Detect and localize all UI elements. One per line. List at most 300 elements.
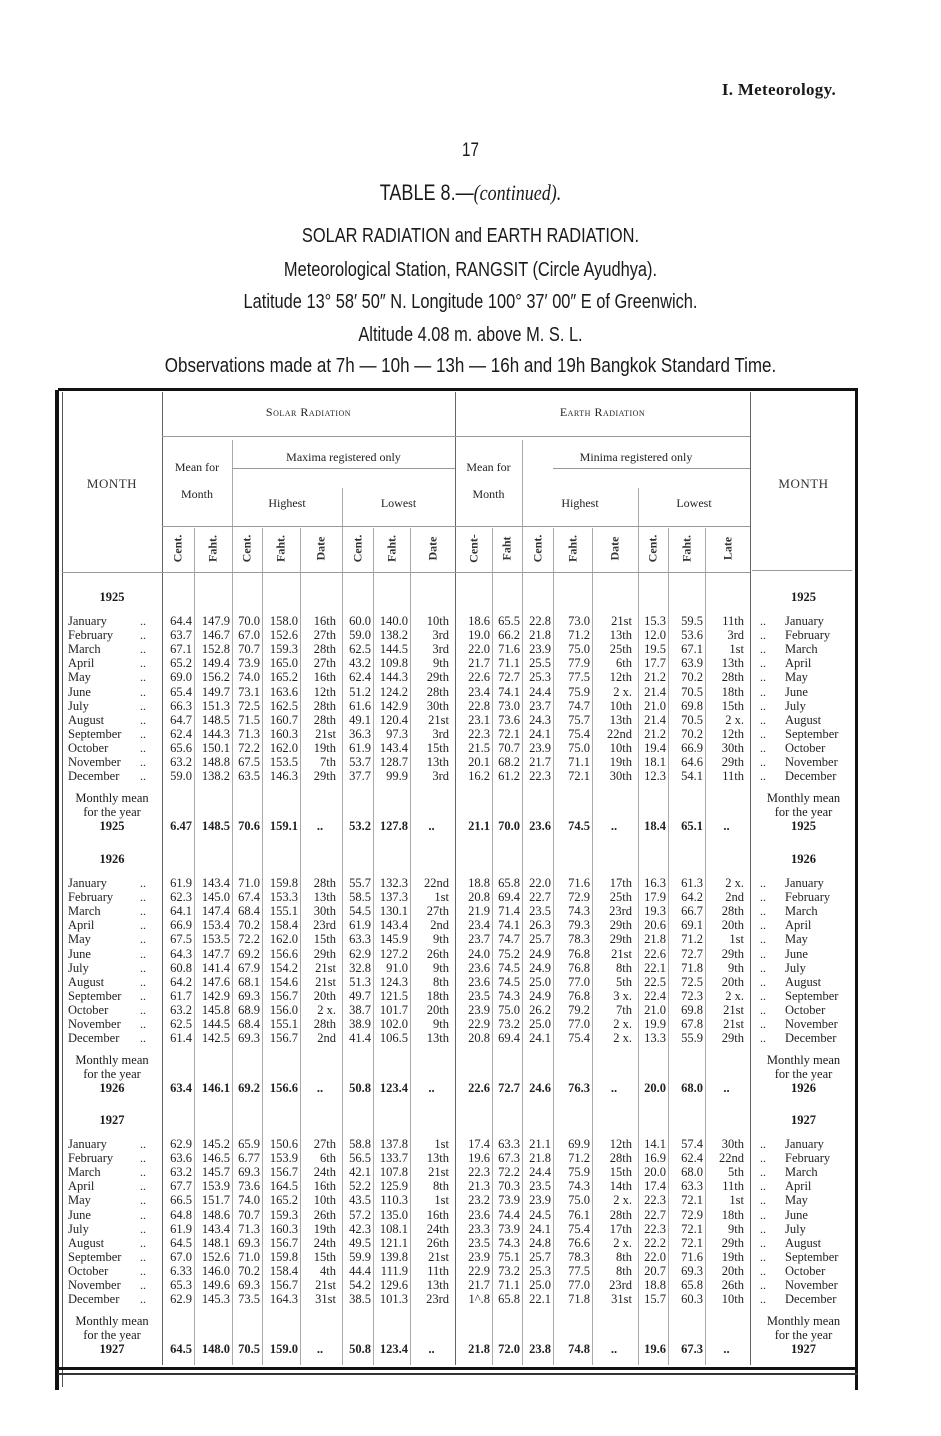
- earth-value: 2 x.: [613, 1235, 632, 1250]
- solar-value: 143.4: [201, 1221, 230, 1236]
- earth-col-header-5: Cent.: [645, 534, 660, 563]
- ditto-dots: ..: [760, 755, 766, 769]
- solar-value: 64.2: [170, 974, 192, 989]
- month-name-right: October: [785, 1263, 826, 1278]
- solar-lowest-header: Lowest: [380, 496, 417, 510]
- earth-value: 26.3: [529, 918, 551, 933]
- earth-value: 72.2: [498, 1165, 520, 1180]
- solar-value: 150.1: [201, 740, 230, 755]
- solar-value: 67.5: [238, 755, 260, 769]
- ditto-dots: ..: [760, 698, 766, 713]
- earth-value: 8th: [616, 1249, 632, 1264]
- month-name: December: [68, 1031, 120, 1046]
- month-name: May: [68, 932, 91, 947]
- earth-value: 75.4: [568, 1031, 590, 1046]
- earth-value: 18.8: [468, 876, 490, 890]
- solar-value: 61.9: [349, 918, 371, 933]
- month-name-right: August: [785, 712, 822, 727]
- solar-value: 135.0: [379, 1207, 408, 1222]
- solar-value: 60.0: [349, 614, 371, 628]
- earth-value: 76.8: [568, 960, 590, 975]
- solar-value: 159.8: [269, 876, 298, 890]
- solar-value: 102.0: [379, 1017, 408, 1031]
- ditto-dots: ..: [760, 1137, 766, 1151]
- solar-value: 145.3: [201, 1292, 230, 1307]
- solar-value: 160.7: [269, 712, 298, 727]
- solar-value: 13th: [426, 1278, 449, 1292]
- solar-value: 6th: [320, 1151, 336, 1166]
- mean-label-line: Monthly mean: [75, 1053, 149, 1068]
- solar-value: 9th: [433, 656, 449, 671]
- solar-value: 28th: [313, 712, 336, 727]
- solar-mean-value: ..: [428, 1342, 435, 1357]
- month-name-right: December: [785, 769, 837, 784]
- earth-lowest-header: Lowest: [676, 496, 712, 510]
- solar-highest-header: Highest: [268, 496, 306, 510]
- earth-value: 16.3: [644, 876, 666, 890]
- solar-value: 24th: [313, 1165, 336, 1180]
- earth-mean-value: ..: [723, 1081, 730, 1096]
- earth-value: 24.9: [529, 988, 551, 1003]
- month-name: May: [68, 1193, 91, 1208]
- solar-value: 12th: [313, 684, 336, 699]
- earth-value: 75.0: [568, 740, 590, 755]
- solar-value: 42.3: [349, 1221, 371, 1236]
- solar-mean-value: 64.5: [170, 1342, 192, 1357]
- earth-value: 22.0: [468, 642, 490, 657]
- solar-value: 27th: [313, 628, 336, 643]
- earth-value: 20.8: [468, 890, 490, 905]
- solar-col-header-4: Date: [313, 536, 328, 561]
- solar-value: 69.0: [170, 670, 192, 685]
- earth-value: 22.7: [644, 1207, 666, 1222]
- solar-value: 156.7: [269, 988, 298, 1003]
- solar-value: 133.7: [379, 1151, 408, 1166]
- solar-value: 3rd: [432, 769, 449, 784]
- mean-label-line: for the year: [774, 805, 833, 820]
- month-name: October: [68, 740, 109, 755]
- earth-value: 71.4: [498, 904, 520, 919]
- ditto-dots: ..: [760, 614, 766, 628]
- solar-value: 62.4: [349, 670, 371, 685]
- earth-value: 69.9: [568, 1137, 590, 1151]
- solar-value: 11th: [427, 1263, 449, 1278]
- earth-mean-value: ..: [610, 1081, 618, 1096]
- earth-value: 23.9: [529, 1193, 551, 1208]
- header-rule: [162, 436, 750, 437]
- ditto-dots: ..: [140, 628, 146, 643]
- earth-value: 2 x.: [725, 988, 744, 1003]
- earth-value: 6th: [616, 656, 632, 671]
- year-label-right: 1927: [791, 1113, 816, 1127]
- earth-value: 69.1: [681, 918, 703, 933]
- month-name: February: [68, 890, 114, 905]
- earth-mean-value: 65.1: [681, 819, 703, 834]
- earth-value: 64.2: [681, 890, 703, 905]
- earth-value: 25.7: [529, 1249, 551, 1264]
- earth-value: 13th: [609, 712, 632, 727]
- solar-value: 72.2: [238, 932, 260, 947]
- earth-value: 22.3: [529, 769, 551, 784]
- earth-value: 29th: [721, 1235, 744, 1250]
- month-name: October: [68, 1002, 109, 1017]
- solar-value: 27th: [426, 904, 449, 919]
- solar-value: 156.7: [269, 1278, 298, 1292]
- solar-value: 144.3: [379, 670, 408, 685]
- solar-value: 69.3: [238, 1165, 260, 1180]
- solar-value: 26th: [313, 1207, 336, 1222]
- solar-value: 61.4: [170, 1031, 192, 1046]
- earth-value: 19th: [609, 755, 632, 769]
- year-label-right: 1925: [791, 590, 816, 604]
- solar-value: 111.9: [380, 1263, 408, 1278]
- ditto-dots: ..: [140, 932, 146, 947]
- solar-mean-value: 6.47: [170, 819, 192, 834]
- earth-value: 70.7: [498, 740, 520, 755]
- earth-value: 22.0: [529, 876, 551, 890]
- solar-value: 21st: [428, 1165, 449, 1180]
- ditto-dots: ..: [140, 1179, 146, 1194]
- earth-value: 75.0: [498, 1002, 520, 1017]
- mean-label-line: for the year: [83, 1067, 141, 1082]
- solar-value: 38.9: [349, 1017, 371, 1031]
- earth-highest-header: Highest: [561, 496, 599, 510]
- earth-value: 28th: [609, 1151, 632, 1166]
- earth-value: 23.4: [468, 918, 490, 933]
- solar-mean-value: 148.5: [201, 819, 230, 834]
- earth-value: 67.1: [681, 642, 703, 657]
- station-name: Meteorological Station, RANGSIT (Circle Ayudhya).: [283, 259, 658, 281]
- earth-value: 57.4: [681, 1137, 703, 1151]
- mean-label-line: for the year: [774, 1328, 833, 1343]
- solar-value: 63.6: [170, 1151, 192, 1166]
- solar-col-header-1: Faht.: [205, 535, 220, 562]
- solar-value: 27th: [313, 1137, 336, 1151]
- solar-value: 62.5: [349, 642, 371, 657]
- earth-value: 63.9: [681, 656, 703, 671]
- solar-value: 101.3: [379, 1292, 408, 1307]
- earth-value: 10th: [609, 740, 632, 755]
- solar-value: 24th: [426, 1221, 449, 1236]
- solar-value: 29th: [313, 946, 336, 961]
- earth-value: 73.0: [568, 614, 590, 628]
- earth-value: 18.8: [644, 1278, 666, 1292]
- mean-label-line: for the year: [774, 1067, 833, 1082]
- ditto-dots: ..: [760, 1002, 766, 1017]
- solar-value: 20th: [313, 988, 336, 1003]
- ditto-dots: ..: [140, 670, 146, 685]
- ditto-dots: ..: [140, 698, 146, 713]
- month-name-right: February: [785, 628, 831, 643]
- earth-value: 22.6: [468, 670, 490, 685]
- ditto-dots: ..: [140, 1031, 146, 1046]
- month-name: August: [68, 1235, 105, 1250]
- month-name-right: March: [785, 1165, 818, 1180]
- solar-value: 71.3: [238, 726, 260, 741]
- earth-value: 23rd: [609, 1278, 632, 1292]
- month-name-right: May: [785, 932, 808, 947]
- ditto-dots: ..: [760, 726, 766, 741]
- earth-value: 29th: [721, 1031, 744, 1046]
- earth-mean-value: ..: [723, 1342, 730, 1357]
- solar-value: 23rd: [313, 918, 336, 933]
- solar-value: 160.3: [269, 1221, 298, 1236]
- solar-value: 124.2: [379, 684, 408, 699]
- earth-value: 7th: [616, 1002, 632, 1017]
- solar-value: 61.9: [170, 1221, 192, 1236]
- ditto-dots: ..: [140, 740, 146, 755]
- earth-value: 76.8: [568, 988, 590, 1003]
- ditto-dots: ..: [760, 890, 766, 905]
- earth-value: 55.9: [681, 1031, 703, 1046]
- earth-value: 69.4: [498, 890, 520, 905]
- month-name-right: July: [785, 1221, 806, 1236]
- earth-value: 22.9: [468, 1263, 490, 1278]
- earth-mean-value: ..: [610, 1342, 618, 1357]
- solar-value: 156.6: [269, 946, 298, 961]
- earth-value: 75.9: [568, 1165, 590, 1180]
- mean-label-year: 1925: [99, 819, 125, 834]
- earth-value: 63.3: [681, 1179, 703, 1194]
- earth-value: 29th: [721, 755, 744, 769]
- solar-value: 2nd: [430, 918, 449, 933]
- minima-header: Minima registered only: [579, 450, 693, 464]
- ditto-dots: ..: [140, 1151, 146, 1166]
- earth-value: 21.3: [468, 1179, 490, 1194]
- earth-col-header-1: Faht: [499, 536, 514, 561]
- solar-value: 16th: [313, 614, 336, 628]
- earth-mean-value: 21.1: [468, 819, 490, 834]
- ditto-dots: ..: [760, 1031, 766, 1046]
- solar-col-header-6: Faht.: [384, 535, 398, 562]
- solar-mean-value: 159.1: [269, 819, 298, 834]
- earth-value: 72.7: [498, 670, 520, 685]
- solar-value: 120.4: [379, 712, 408, 727]
- solar-value: 62.5: [170, 1017, 192, 1031]
- solar-value: 143.4: [379, 740, 408, 755]
- solar-value: 63.2: [170, 1165, 192, 1180]
- ditto-dots: ..: [760, 974, 766, 989]
- solar-value: 67.0: [238, 628, 260, 643]
- earth-value: 21.4: [644, 684, 666, 699]
- earth-value: 67.3: [498, 1151, 520, 1166]
- month-name-right: November: [785, 1017, 838, 1031]
- solar-month-header: Month: [180, 487, 213, 501]
- table-title-suffix: (continued).: [473, 180, 562, 205]
- earth-value: 24.3: [529, 712, 551, 727]
- earth-value: 71.8: [681, 960, 703, 975]
- solar-value: 6.77: [238, 1151, 260, 1166]
- earth-value: 23.7: [468, 932, 490, 947]
- month-name-right: April: [785, 1179, 812, 1194]
- earth-value: 72.3: [681, 988, 703, 1003]
- earth-value: 77.5: [568, 1263, 590, 1278]
- solar-value: 69.3: [238, 1278, 260, 1292]
- ditto-dots: ..: [760, 946, 766, 961]
- solar-value: 37.7: [349, 769, 371, 784]
- earth-value: 21st: [723, 1017, 744, 1031]
- earth-value: 30th: [721, 740, 744, 755]
- earth-col-header-6: Faht.: [679, 535, 693, 562]
- earth-value: 23.9: [468, 1002, 490, 1017]
- solar-mean-value: ..: [428, 819, 435, 834]
- solar-mean-value: 123.4: [379, 1081, 408, 1096]
- ditto-dots: ..: [760, 1292, 766, 1307]
- solar-value: 36.3: [349, 726, 371, 741]
- earth-value: 72.9: [681, 1207, 703, 1222]
- earth-value: 61.3: [681, 876, 703, 890]
- solar-value: 144.3: [201, 726, 230, 741]
- earth-value: 18.1: [644, 755, 666, 769]
- solar-value: 66.9: [170, 918, 192, 933]
- solar-value: 3rd: [432, 628, 449, 643]
- solar-value: 151.7: [201, 1193, 230, 1208]
- earth-value: 25th: [609, 890, 632, 905]
- solar-mean-value: 70.5: [238, 1342, 260, 1357]
- earth-value: 21.0: [644, 698, 666, 713]
- earth-value: 2 x.: [725, 712, 744, 727]
- earth-value: 68.0: [681, 1165, 703, 1180]
- earth-value: 75.1: [498, 1249, 520, 1264]
- solar-value: 138.2: [379, 628, 408, 643]
- earth-value: 1st: [729, 642, 744, 657]
- month-name: June: [68, 946, 91, 961]
- month-name-right: July: [785, 698, 806, 713]
- earth-value: 24.1: [529, 1221, 551, 1236]
- earth-value: 21.1: [529, 1137, 551, 1151]
- solar-value: 64.5: [170, 1235, 192, 1250]
- solar-value: 27th: [313, 656, 336, 671]
- earth-value: 25.3: [529, 1263, 551, 1278]
- ditto-dots: ..: [140, 614, 146, 628]
- solar-value: 28th: [313, 876, 336, 890]
- month-name: March: [68, 1165, 101, 1180]
- month-name-right: May: [785, 670, 808, 685]
- solar-value: 15th: [426, 740, 449, 755]
- solar-value: 145.2: [201, 1137, 230, 1151]
- month-name: August: [68, 974, 105, 989]
- solar-value: 21st: [315, 726, 336, 741]
- earth-value: 74.3: [568, 904, 590, 919]
- mean-label-line: Monthly mean: [766, 1053, 841, 1068]
- earth-value: 18th: [721, 684, 744, 699]
- solar-value: 55.7: [349, 876, 371, 890]
- solar-value: 138.2: [201, 769, 230, 784]
- solar-value: 70.7: [238, 642, 260, 657]
- ditto-dots: ..: [140, 1235, 146, 1250]
- earth-value: 74.3: [568, 1179, 590, 1194]
- earth-value: 2nd: [725, 890, 744, 905]
- solar-value: 159.3: [269, 642, 298, 657]
- mean-label-right: [752, 1053, 855, 1095]
- solar-value: 140.0: [379, 614, 408, 628]
- solar-value: 142.9: [379, 698, 408, 713]
- solar-value: 61.9: [349, 740, 371, 755]
- ditto-dots: ..: [760, 1235, 766, 1250]
- earth-value: 76.8: [568, 946, 590, 961]
- solar-value: 158.4: [269, 1263, 298, 1278]
- month-name-right: June: [785, 1207, 808, 1222]
- earth-value: 21.2: [644, 670, 666, 685]
- earth-value: 18.6: [468, 614, 490, 628]
- solar-value: 162.5: [269, 698, 298, 713]
- earth-mean-value: 67.3: [681, 1342, 703, 1357]
- solar-value: 26th: [426, 1235, 449, 1250]
- earth-value: 16.9: [644, 1151, 666, 1166]
- solar-value: 143.4: [379, 918, 408, 933]
- solar-value: 9th: [433, 960, 449, 975]
- solar-value: 13th: [313, 890, 336, 905]
- solar-value: 62.9: [170, 1137, 192, 1151]
- solar-value: 62.3: [170, 890, 192, 905]
- month-name: October: [68, 1263, 109, 1278]
- solar-value: 56.5: [349, 1151, 371, 1166]
- solar-value: 42.1: [349, 1165, 371, 1180]
- month-name: July: [68, 1221, 89, 1236]
- solar-value: 155.1: [269, 904, 298, 919]
- solar-value: 51.3: [349, 974, 371, 989]
- table-left-inner-border: [62, 392, 63, 1387]
- solar-value: 62.4: [170, 726, 192, 741]
- mean-label-line: Monthly mean: [766, 1314, 841, 1329]
- solar-value: 9th: [433, 932, 449, 947]
- month-name: August: [68, 712, 105, 727]
- solar-value: 147.6: [201, 974, 230, 989]
- earth-value: 21.2: [644, 726, 666, 741]
- earth-value: 71.1: [498, 1278, 520, 1292]
- earth-value: 13th: [609, 628, 632, 643]
- earth-value: 78.3: [568, 1249, 590, 1264]
- earth-value: 23rd: [609, 904, 632, 919]
- earth-value: 73.6: [498, 712, 520, 727]
- earth-value: 22.3: [468, 1165, 490, 1180]
- solar-value: 60.8: [170, 960, 192, 975]
- ditto-dots: ..: [140, 1165, 146, 1180]
- solar-value: 61.6: [349, 698, 371, 713]
- solar-value: 63.5: [238, 769, 260, 784]
- month-name-right: March: [785, 904, 818, 919]
- solar-value: 29th: [426, 670, 449, 685]
- solar-value: 9th: [433, 1017, 449, 1031]
- earth-value: 74.7: [568, 698, 590, 713]
- ditto-dots: ..: [140, 1278, 146, 1292]
- earth-value: 24.8: [529, 1235, 551, 1250]
- solar-value: 145.0: [201, 890, 230, 905]
- earth-value: 22.3: [644, 1221, 666, 1236]
- ditto-dots: ..: [760, 684, 766, 699]
- solar-value: 8th: [433, 974, 449, 989]
- solar-value: 125.9: [379, 1179, 408, 1194]
- earth-value: 21.9: [468, 904, 490, 919]
- solar-value: 132.3: [379, 876, 408, 890]
- solar-value: 146.0: [201, 1263, 230, 1278]
- solar-value: 71.5: [238, 712, 260, 727]
- solar-value: 52.2: [349, 1179, 371, 1194]
- ditto-dots: ..: [760, 670, 766, 685]
- mean-label-left: [62, 1314, 162, 1356]
- earth-mean-value: 20.0: [644, 1081, 666, 1096]
- month-name: January: [68, 614, 107, 628]
- earth-value: 23.5: [529, 1179, 551, 1194]
- solar-value: 144.5: [201, 1017, 230, 1031]
- mean-label-left: [62, 791, 162, 833]
- solar-value: 67.4: [238, 890, 260, 905]
- solar-mean-value: ..: [316, 1342, 324, 1357]
- solar-value: 31st: [315, 1292, 336, 1307]
- earth-value: 20th: [721, 918, 744, 933]
- solar-value: 99.9: [386, 769, 408, 784]
- earth-value: 70.2: [681, 670, 703, 685]
